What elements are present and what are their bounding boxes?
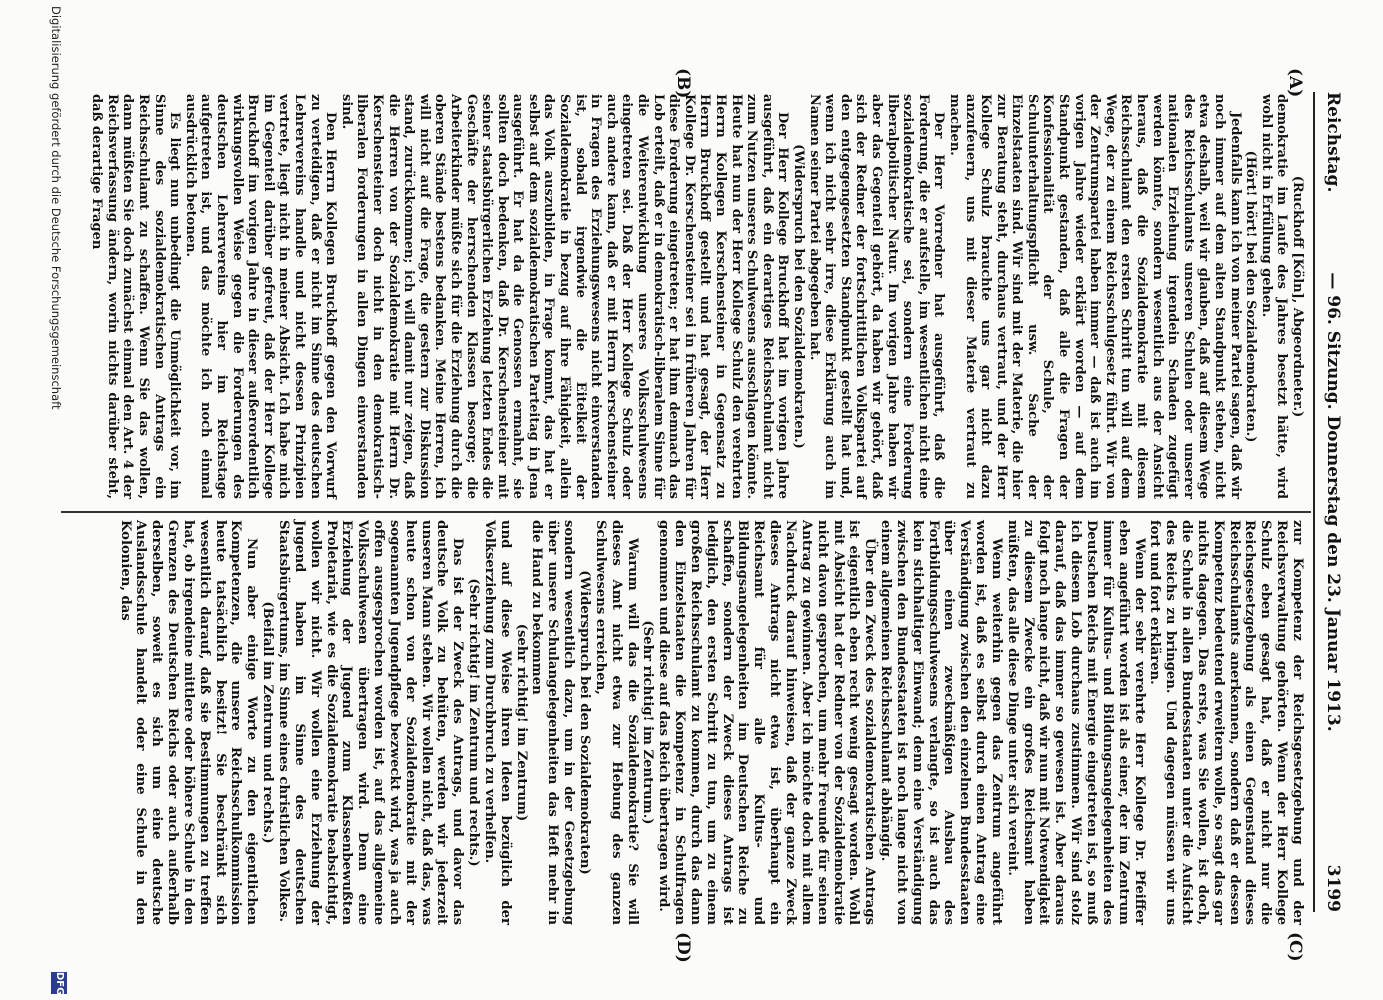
paragraph: und auf diese Weise ihren Ideen bezüglich der Volkserziehung zum Durchbruch zu verhelfen.: [481, 520, 513, 925]
interjection: (Hört! hört! bei den Sozialdemokraten.): [1243, 150, 1259, 443]
interjection: (Sehr richtig! im Zentrum und rechts.): [466, 578, 482, 867]
funding-credit: Digitalisierung gefördert durch die Deutsche Forschungsgemeinschaft: [49, 6, 63, 410]
page-number: 3199: [1323, 864, 1343, 912]
interjection: (Sehr richtig! im Zentrum.): [640, 620, 656, 825]
header-rule: [1313, 92, 1315, 912]
column-divider: [61, 511, 1311, 513]
interjection: (Beifall im Zentrum und rechts.): [260, 601, 276, 844]
header-left: Reichstag.: [1323, 92, 1343, 193]
paragraph: Nun aber einige Worte zu den eigentlichen Kompetenzen, die unsere Reichsschulkommission heute tatsächlich besitzt! Sie beschränkt sich wesentlich darauf, daß sie Bestimmungen zu treffen hat, ob irgendeine mittlere oder höhere Schule in den Grenzen des Deutschen Reichs oder auch außerhalb derselben, soweit es sich um eine deutsche Auslandsschule handelt oder eine Schule in den Kolonien, das: [117, 520, 260, 925]
interjection: (Widerspruch bei den Sozialdemokraten): [577, 570, 593, 875]
paragraph: Wenn weiterhin gegen das Zentrum angeführt worden ist, daß es selbst durch einen Antrag eine Verständigung zwischen den einzelnen Bundesstaaten über einen zweckmäßigen Ausbau des Fortbildungsschulwesens verlangte, so ist auch das kein stichhaltiger Einwand; denn eine Verständigung zwischen den Bundesstaaten ist noch lange nicht von einem allgemeinen Reichsschulamt abhängig.: [878, 520, 1004, 925]
footer: [23, 0, 71, 1000]
paragraph: Über den Zweck des sozialdemokratischen Antrags ist eigentlich eben recht wenig gesagt worden. Wohl mit Absicht hat der Redner von der Sozialdemokratie nicht davon gesprochen, um mehr Freunde für seinen Antrag zu gewinnen. Aber ich möchte doch mit allem Nachdruck darauf hinweisen, daß der ganze Zweck dieses Antrags nicht etwa ist, überhaupt ein Reichsamt für alle Kultus- und Bildungsangelegenheiten im Deutschen Reiche zu schaffen, sondern der Zweck dieses Antrags ist lediglich, den ersten Schritt zu tun, um zu einem großen Reichsschulamt zu kommen, durch das dann den Einzelstaaten die Kompetenz in Schulfragen genommen und diese auf das Reich übertragen wird.: [656, 520, 878, 925]
right-column: [117, 520, 1305, 925]
running-header: [1317, 92, 1343, 912]
header-center: — 96. Sitzung. Donnerstag den 23. Januar 1913.: [1323, 272, 1343, 732]
margin-mark-d: (D): [673, 932, 693, 963]
paragraph: zur Kompetenz der Reichsgesetzgebung und der Reichsverwaltung gehörten. Wenn der Herr Kollege Schulz eben gesagt hat, daß er nicht nur die Reichsgesetzgebung als einen Gegenstand dieses Reichsschulamts anerkennen, sondern daß er dessen Kompetenz bedeutend erweitern wolle, so sagt das gar nichts dagegen. Das erste, was Sie wollen, ist doch, die Schule in allen Bundesstaaten unter die Aufsicht des Reichs zu bringen. Und dagegen müssen wir uns fort und fort erklären.: [1147, 520, 1305, 925]
left-column: [89, 94, 1305, 499]
margin-mark-a: (A): [1285, 68, 1305, 98]
paragraph: Das ist der Zweck des Antrags, und davor das deutsche Volk zu behüten, werden wir jederzeit unseren Mann stehen. Wir wollen nicht, daß das, was heute schon von der Sozialdemokratie mit der sogenannten Jugendpflege bezweckt wird, was ja auch offen ausgesprochen worden ist, auf das allgemeine Volksschulwesen übertragen wird. Denn eine Erziehung der Jugend zum Klassenbewußten Proletariat, wie es die Sozialdemokratie beabsichtigt, wollen wir nicht. Wir wollen eine Erziehung der Jugend haben im Sinne des deutschen Staatsbürgertums, im Sinne eines christlichen Volkes.: [276, 520, 466, 925]
margin-mark-b: (B): [673, 68, 693, 99]
paragraph: Warum will das die Sozialdemokratie? Sie will dieses Amt nicht etwa zur Hebung des ganzen Schulwesens erreichen,: [592, 520, 640, 925]
interjection: (sehr richtig! im Zentrum): [513, 623, 529, 822]
paragraph: Der Herr Kollege Bruckhoff hat im vorigen Jahre ausgeführt, daß ein derartiges Reichsschulamt nicht zum Nutzen unseres Schulwesens ausschlagen könnte. Heute hat nun der Herr Kollege Schulz den verehrten Herrn Kollegen Kerschensteiner in Gegensatz zu Herrn Bruckhoff gestellt und hat gesagt, der Herr Kollege Dr. Kerschensteiner sei in früheren Jahren für diese Forderung eingetreten; er hat ihm demnach das Lob erteilt, daß er in demokratisch-liberalem Sinne für die Weiterentwicklung unseres Volksschulwesens eingetreten sei. Daß der Herr Kollege Schulz oder auch andere kann, daß er mit Herrn Kerschensteiner in Fragen des Erziehungswesens nicht einverstanden ist, sobald irgendwie die Eitelkeit der Sozialdemokratie in bezug auf ihre Fähigkeit, allein das Volk auszubilden, in Frage kommt, das hat er selbst auf dem sozialdemokratischen Parteitag in Jena ausgeführt. Er hat da die Genossen ermahnt, sie sollten doch bedenken, daß Dr. Kerschensteiner mit seiner staatsbürgerlichen Erziehung letzten Endes die Geschäfte der herrschenden Klassen besorge; die Arbeiterkinder müßte sich für die Erziehung durch die oberen Stände bestens bedanken. Meine Herren, ich will nicht auf die Frage, die gestern zur Diskussion stand, zurückkommen; ich will damit nur zeigen, daß die Herren von der Sozialdemokratie mit Herrn Dr. Kerschensteiner doch nicht in den demokratisch-liberalen Forderungen in allen Dingen einverstanden sind.: [338, 94, 791, 499]
paragraph: sondern wesentlich dazu, um in der Gesetzgebung über unsere Schulangelegenheiten das Heft mehr in die Hand zu bekommen: [529, 520, 577, 925]
interjection: (Widerspruch bei den Sozialdemokraten.): [791, 144, 806, 449]
dfg-logo: DFG: [51, 972, 67, 994]
paragraph: Den Herrn Kollegen Bruckhoff gegen den Vorwurf zu verteidigen, daß er nicht im Sinne des deutschen Lehrervereins handle und nicht dessen Prinzipien vertrete, liegt nicht in meiner Absicht. Ich habe mich im Gegenteil darüber gefreut, daß der Herr Kollege Bruckhoff im vorigen Jahre in dieser außerordentlich wirkungsvollen Weise gegen die Forderungen des deutschen Lehrervereins hier im Reichstage aufgetreten ist, und das möchte ich noch einmal ausdrücklich betonen.: [182, 94, 339, 499]
margin-mark-c: (C): [1285, 932, 1305, 962]
paragraph: Jedenfalls kann ich von meiner Partei sagen, daß wir noch immer auf dem alten Standpunkt stehen, nicht etwa deshalb, weil wir glauben, daß auf diesem Wege des Reichsschulamts unseren Schulen oder unserer nationalen Erziehung irgendein Schaden zugefügt werden könnte, sondern wesentlich aus der Ansicht heraus, daß die Sozialdemokratie mit diesem Reichsschulamt den ersten Schritt tun will auf dem Wege, der zu einem Reichsschulgesetz führt. Wir von der Zentrumspartei haben immer — daß ist auch im vorigen Jahre wieder erklärt worden — auf dem Standpunkt gestanden, daß alle die Fragen der Konfessionalität der Schule, der Schulunterhaltungspflicht usw. Sache der Einzelstaaten sind. Wir sind mit der Materie, die hier zur Beratung steht, durchaus vertraut, und der Herr Kollege Schulz brauchte uns gar nicht dazu anzufeuern, uns mit dieser Materie vertraut zu machen.: [946, 94, 1243, 499]
paragraph: Wenn der sehr verehrte Herr Kollege Dr. Pfeiffer eben angeführt worden ist als einer, der im Zentrum immer für Kultus- und Bildungsangelegenheiten des Deutschen Reichs mit Energie eingetreten ist, so muß ich diesem Lob durchaus zustimmen. Wir sind stolz darauf, daß das immer so gewesen ist. Aber daraus folgt noch lange nicht, daß wir nun mit Notwendigkeit zu diesem Zwecke ein großes Reichsamt haben müßten, das alle diese Dinge unter sich vereint.: [1004, 520, 1147, 925]
paragraph: Es liegt nun unbedingt die Unmöglichkeit vor, im Sinne des sozialdemokratischen Antrags ein Reichsschulamt zu schaffen. Wenn Sie das wollen, dann müßten Sie doch zunächst einmal den Art. 4 der Reichsverfassung ändern, worin nichts darüber steht, daß derartige Fragen: [89, 94, 183, 499]
paragraph: Der Herr Vorredner hat ausgeführt, daß die Forderung, die er aufstelle, im wesentlichen nicht eine sozialdemokratische sei, sondern eine Forderung liberalpolitischer Natur. Im vorigen Jahre haben wir aber das Gegenteil gehört, da haben wir gehört, daß sich der Redner der fortschrittlichen Volkspartei auf den entgegengesetzten Standpunkt gestellt hat und, wenn ich nicht sehr irre, diese Erklärung auch im Namen seiner Partei abgegeben hat.: [806, 94, 947, 499]
interjection: (Ruckhoff [Köln], Abgeordneter.): [1290, 175, 1305, 418]
paragraph: demokratie im Laufe des Jahres besetzt hätte, wird wohl nicht in Erfüllung gehen.: [1258, 94, 1290, 499]
